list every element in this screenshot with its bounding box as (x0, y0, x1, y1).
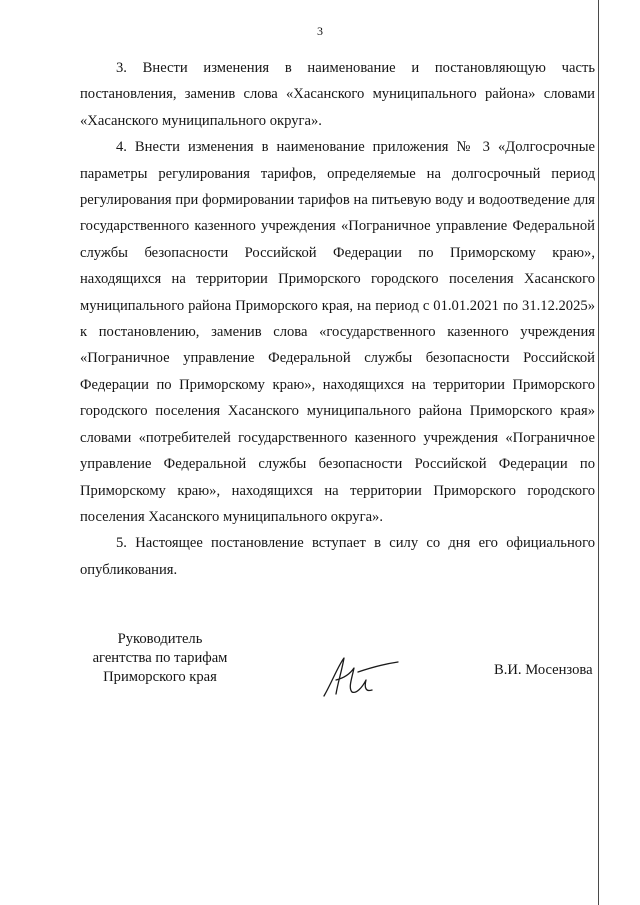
handwritten-signature (318, 652, 402, 702)
document-body (80, 55, 595, 583)
signatory-position (80, 630, 240, 687)
scan-margin-line (598, 0, 599, 905)
paragraph-3: 3. Внести изменения в наименование и постановляющую часть постановления, заменив слова «Хасанского муниципального района» словами «Хасанского муниципального округа». (80, 60, 595, 129)
paragraph-5: 5. Настоящее постановление вступает в силу со дня его официального опубликования. (80, 535, 595, 578)
signatory-name: В.И. Мосензова (494, 662, 593, 678)
position-line-3: Приморского края (103, 669, 217, 685)
position-line-1: Руководитель (117, 631, 203, 647)
paragraph-4: 4. Внести изменения в наименование приложения № 3 «Долгосрочные параметры регулирования тарифов, определяемые на долгосрочный период регулирования при формировании тарифов на питьевую воду и водоотведение для государственного казенного учреждения «Пограничное управление Федеральной службы безопасности Российской Федерации по Приморскому краю», находящихся на территории Приморского городского поселения Хасанского муниципального района Приморского края, на период с 01.01.2021 по 31.12.2025» к постановлению, заменив слова «государственного казенного учреждения «Пограничное управление Федеральной службы безопасности Российской Федерации по Приморскому краю», находящихся на территории Приморского городского поселения Хасанского муниципального района Приморского края» словами «потребителей государственного казенного учреждения «Пограничное управление Федеральной службы безопасности Российской Федерации по Приморскому краю», находящихся на территории Приморского городского поселения Хасанского муниципального округа». (80, 139, 595, 525)
page-number: 3 (317, 24, 323, 38)
position-line-2: агентства по тарифам (92, 650, 228, 666)
